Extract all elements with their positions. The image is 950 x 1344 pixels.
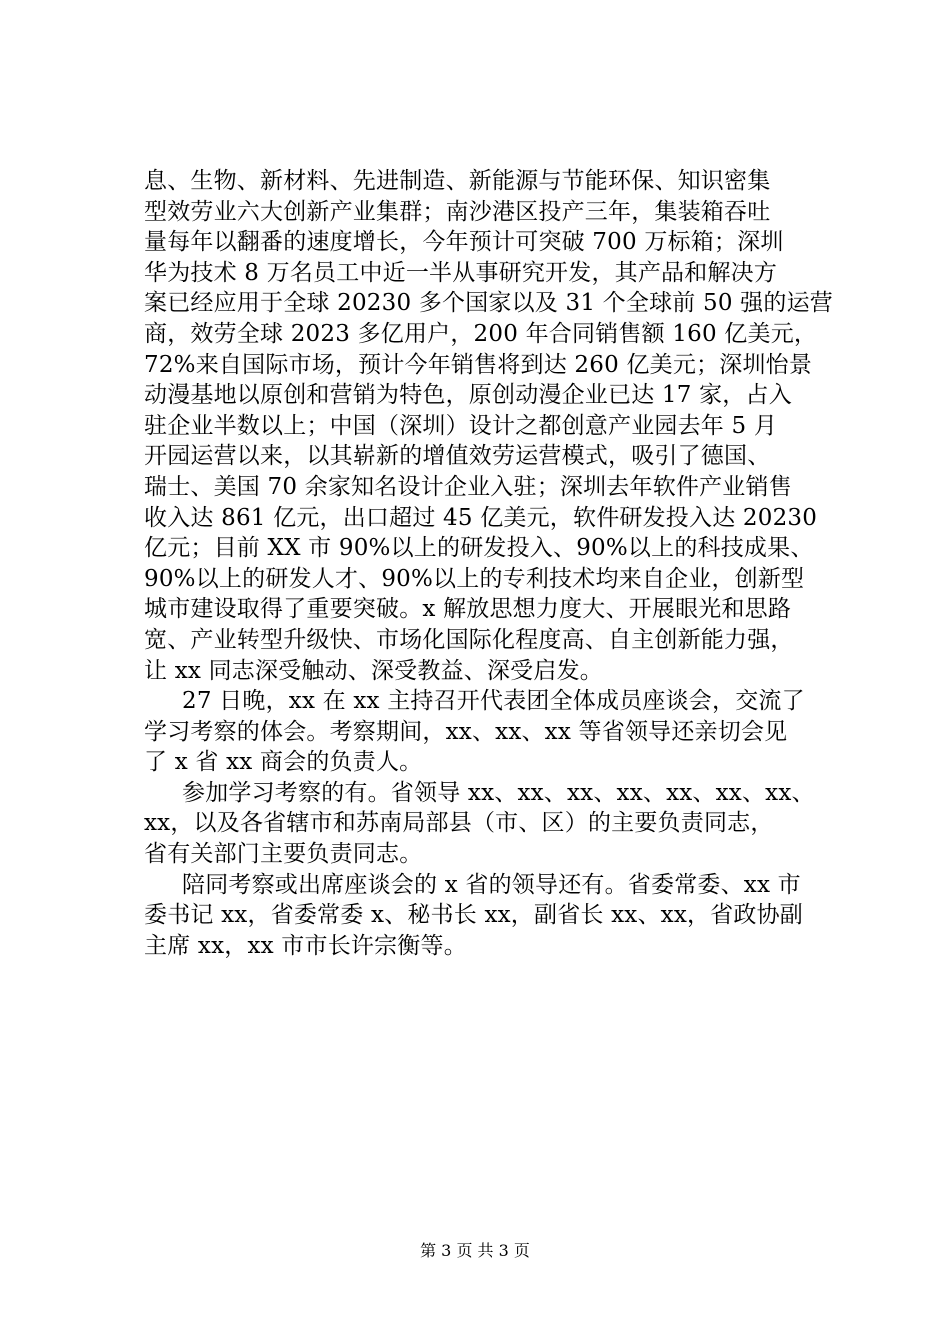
text-line: 收入达 861 亿元，出口超过 45 亿美元，软件研发投入达 20230 — [144, 504, 818, 531]
document-body — [144, 166, 844, 961]
text-line: 陪同考察或出席座谈会的 x 省的领导还有。省委常委、xx 市 — [182, 871, 801, 898]
text-line: 主席 xx，xx 市市长许宗衡等。 — [144, 932, 467, 959]
text-line: 27 日晚，xx 在 xx 主持召开代表团全体成员座谈会，交流了 — [182, 688, 805, 715]
text-line: 省有关部门主要负责同志。 — [144, 841, 423, 868]
text-line: 案已经应用于全球 20230 多个国家以及 31 个全球前 50 强的运营 — [144, 290, 833, 317]
text-line: 商，效劳全球 2023 多亿用户，200 年合同销售额 160 亿美元， — [144, 320, 818, 347]
text-line: 开园运营以来，以其崭新的增值效劳运营模式，吸引了德国、 — [144, 443, 771, 470]
text-line: 72%来自国际市场，预计今年销售将到达 260 亿美元；深圳怡景 — [144, 351, 813, 378]
text-line: 让 xx 同志深受触动、深受教益、深受启发。 — [144, 657, 603, 684]
text-line: 参加学习考察的有。省领导 xx、xx、xx、xx、xx、xx、xx、 — [182, 779, 815, 806]
text-line: 委书记 xx，省委常委 x、秘书长 xx，副省长 xx、xx，省政协副 — [144, 902, 803, 929]
text-line: 息、生物、新材料、先进制造、新能源与节能环保、知识密集 — [144, 168, 771, 194]
text-line: 城市建设取得了重要突破。x 解放思想力度大、开展眼光和思路 — [144, 596, 792, 623]
text-line: xx，以及各省辖市和苏南局部县（市、区）的主要负责同志， — [144, 810, 774, 837]
text-line: 华为技术 8 万名员工中近一半从事研究开发，其产品和解决方 — [144, 259, 778, 286]
text-line: 学习考察的体会。考察期间，xx、xx、xx 等省领导还亲切会见 — [144, 718, 788, 745]
text-line: 宽、产业转型升级快、市场化国际化程度高、自主创新能力强， — [144, 626, 794, 653]
text-line: 驻企业半数以上；中国（深圳）设计之都创意产业园去年 5 月 — [144, 412, 778, 439]
page-footer: 第 3 页 共 3 页 — [420, 1241, 530, 1260]
text-line: 量每年以翻番的速度增长，今年预计可突破 700 万标箱；深圳 — [144, 229, 784, 256]
text-line: 亿元；目前 XX 市 90%以上的研发投入、90%以上的科技成果、 — [144, 535, 814, 562]
text-line: 瑞士、美国 70 余家知名设计企业入驻；深圳去年软件产业销售 — [144, 473, 792, 500]
text-line: 90%以上的研发人才、90%以上的专利技术均来自企业，创新型 — [144, 565, 805, 592]
text-line: 了 x 省 xx 商会的负责人。 — [144, 749, 423, 776]
text-line: 型效劳业六大创新产业集群；南沙港区投产三年，集装箱吞吐 — [144, 198, 771, 225]
text-line: 动漫基地以原创和营销为特色，原创动漫企业已达 17 家，占入 — [144, 382, 792, 409]
